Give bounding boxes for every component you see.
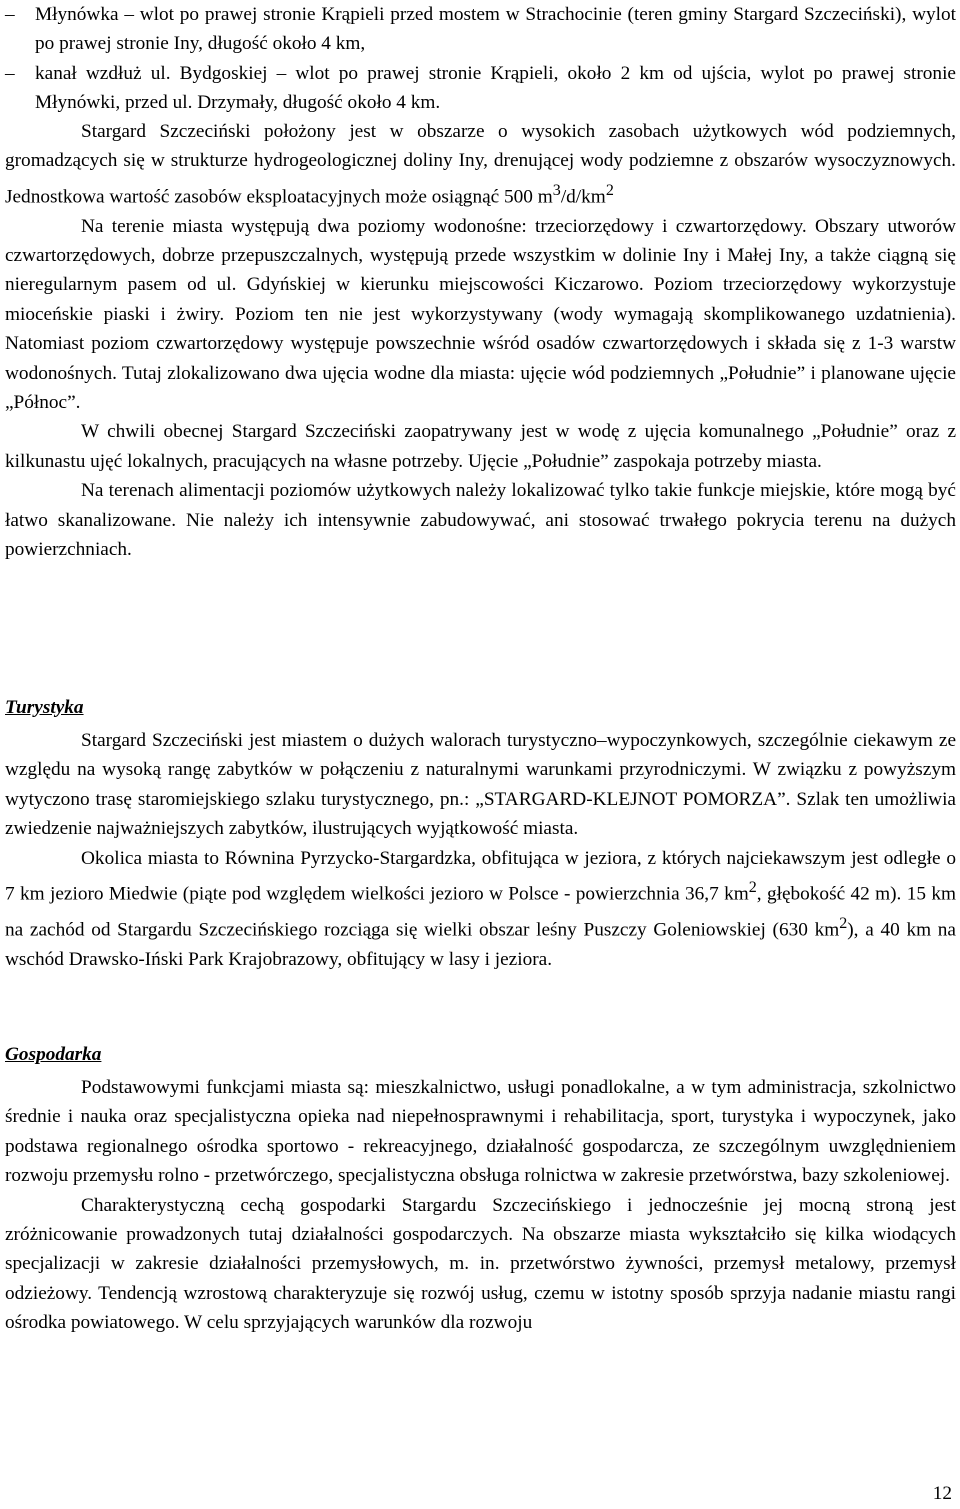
list-dash: – [5, 62, 15, 84]
paragraph-text: Okolica miasta to Równina Pyrzycko-Stargardzka, obfitująca w jeziora, z których najciekawszym jest odległe o 7 km jezioro Miedwie (piąte pod względem wielkości jezioro w Polsce - powierzchnia 36,7 km [5, 847, 956, 905]
turystyka-section [5, 726, 956, 974]
list-item [5, 0, 956, 59]
bullet-list [5, 0, 956, 118]
list-item [5, 59, 956, 118]
paragraph: Na terenach alimentacji poziomów użytkowych należy lokalizować tylko takie funkcje miejskie, które mogą być łatwo skanalizowane. Nie należy ich intensywnie zabudowywać, ani stosować trwałego pokrycia terenu na dużych powierzchniach. [5, 480, 956, 561]
paragraph: W chwili obecnej Stargard Szczeciński zaopatrywany jest w wodę z ujęcia komunalnego „Południe” oraz z kilkunastu ujęć lokalnych, pracujących na własne potrzeby. Ujęcie „Południe” zaspokaja potrzeby miasta. [5, 421, 956, 472]
paragraph: Charakterystyczną cechą gospodarki Stargardu Szczecińskiego i jednocześnie jej mocną stroną jest zróżnicowanie prowadzonych tutaj działalności gospodarczych. Na obszarze miasta wykształciło się kilka wiodących specjalizacji w zakresie działalności przemysłowych, m. in. przetwórstwo żywności, przemysł metalowy, przemysł odzieżowy. Tendencją wzrostową charakteryzuje się rozwój usług, czemu w istotny sposób sprzyja nadanie miastu rangi ośrodka powiatowego. W celu sprzyjających warunków dla rozwoju [5, 1194, 956, 1334]
paragraph [5, 844, 956, 974]
paragraph-text: Stargard Szczeciński położony jest w obszarze o wysokich zasobach użytkowych wód podziemnych, gromadzących się w strukturze hydrogeologicznej doliny Iny, drenującej wody podziemne z obszarów wysoczyznowych. Jednostkowa wartość zasobów eksploatacyjnych może osiągnąć 500 m [5, 121, 956, 208]
water-section [5, 117, 956, 565]
list-item-text: kanał wzdłuż ul. Bydgoskiej – wlot po prawej stronie Krąpieli, około 2 km od ujścia, wylot po prawej stronie Młynówki, przed ul. Drzymały, długość około 4 km. [35, 62, 956, 114]
section-heading-gospodarka: Gospodarka [5, 1044, 102, 1065]
superscript: 2 [748, 879, 757, 897]
paragraph [5, 117, 956, 212]
paragraph: Podstawowymi funkcjami miasta są: mieszkalnictwo, usługi ponadlokalne, a w tym administracja, szkolnictwo średnie i nauka oraz specjalistyczna opieka nad niepełnosprawnymi i rehabilitacja, sport, turystyka i wypoczynek, jako podstawa regionalnego ośrodka sportowo - rekreacyjnego, działalność gospodarcza, ze szczególnym uwzględnieniem rozwoju przemysłu rolno - przetwórczego, specjalistyczna obsługa rolnictwa w zakresie przetwórstwa, bazy szkoleniowej. [5, 1077, 956, 1187]
superscript: 2 [605, 181, 614, 199]
list-dash: – [5, 4, 15, 25]
gospodarka-section [5, 1073, 956, 1338]
superscript: 2 [839, 914, 848, 932]
paragraph-text: , głębokość 42 m). 15 km na zachód od Stargardu Szczecińskiego rozciąga się wielki obszar leśny Puszczy Goleniowskiej (630 km [5, 883, 956, 941]
superscript: 3 [552, 181, 561, 199]
list-item-text: Młynówka – wlot po prawej stronie Krąpieli przed mostem w Strachocinie (teren gminy Stargard Szczeciński), wylot po prawej stronie Iny, długość około 4 km, [35, 4, 956, 55]
paragraph-text: ), a 40 km na wschód Drawsko-Iński Park Krajobrazowy, obfitujący w lasy i jeziora. [5, 919, 956, 970]
section-heading-turystyka: Turystyka [5, 697, 84, 718]
paragraph-text: /d/km [560, 186, 606, 208]
page-number: 12 [932, 1483, 952, 1504]
paragraph: Na terenie miasta występują dwa poziomy wodonośne: trzeciorzędowy i czwartorzędowy. Obszary utworów czwartorzędowych, dobrze przepuszczalnych, występują przede wszystkim w dolinie Iny i Małej Iny, a także ciągną się nieregularnym pasem od ul. Gdyńskiej w kierunku miejscowości Kiczarowo. Poziom trzeciorzędowy wykorzystuje mioceńskie piaski i żwiry. Poziom ten nie jest wykorzystywany (wody wymagają skomplikowanego uzdatnienia). Natomiast poziom czwartorzędowy występuje powszechnie wśród osadów czwartorzędowych i składa się z 1-3 warstw wodonośnych. Tutaj zlokalizowano dwa ujęcia wodne dla miasta: ujęcie wód podziemnych „Południe” i planowane ujęcie „Północ”. [5, 215, 956, 414]
paragraph: Stargard Szczeciński jest miastem o dużych walorach turystyczno–wypoczynkowych, szczególnie ciekawym ze względu na wysoką rangę zabytków w połączeniu z naturalnymi warunkami przyrodniczymi. W związku z powyższym wytyczono trasę staromiejskiego szlaku turystycznego, pn.: „STARGARD-KLEJNOT POMORZA”. Szlak ten umożliwia zwiedzenie najważniejszych zabytków, ilustrujących wyjątkowość miasta. [5, 730, 956, 840]
